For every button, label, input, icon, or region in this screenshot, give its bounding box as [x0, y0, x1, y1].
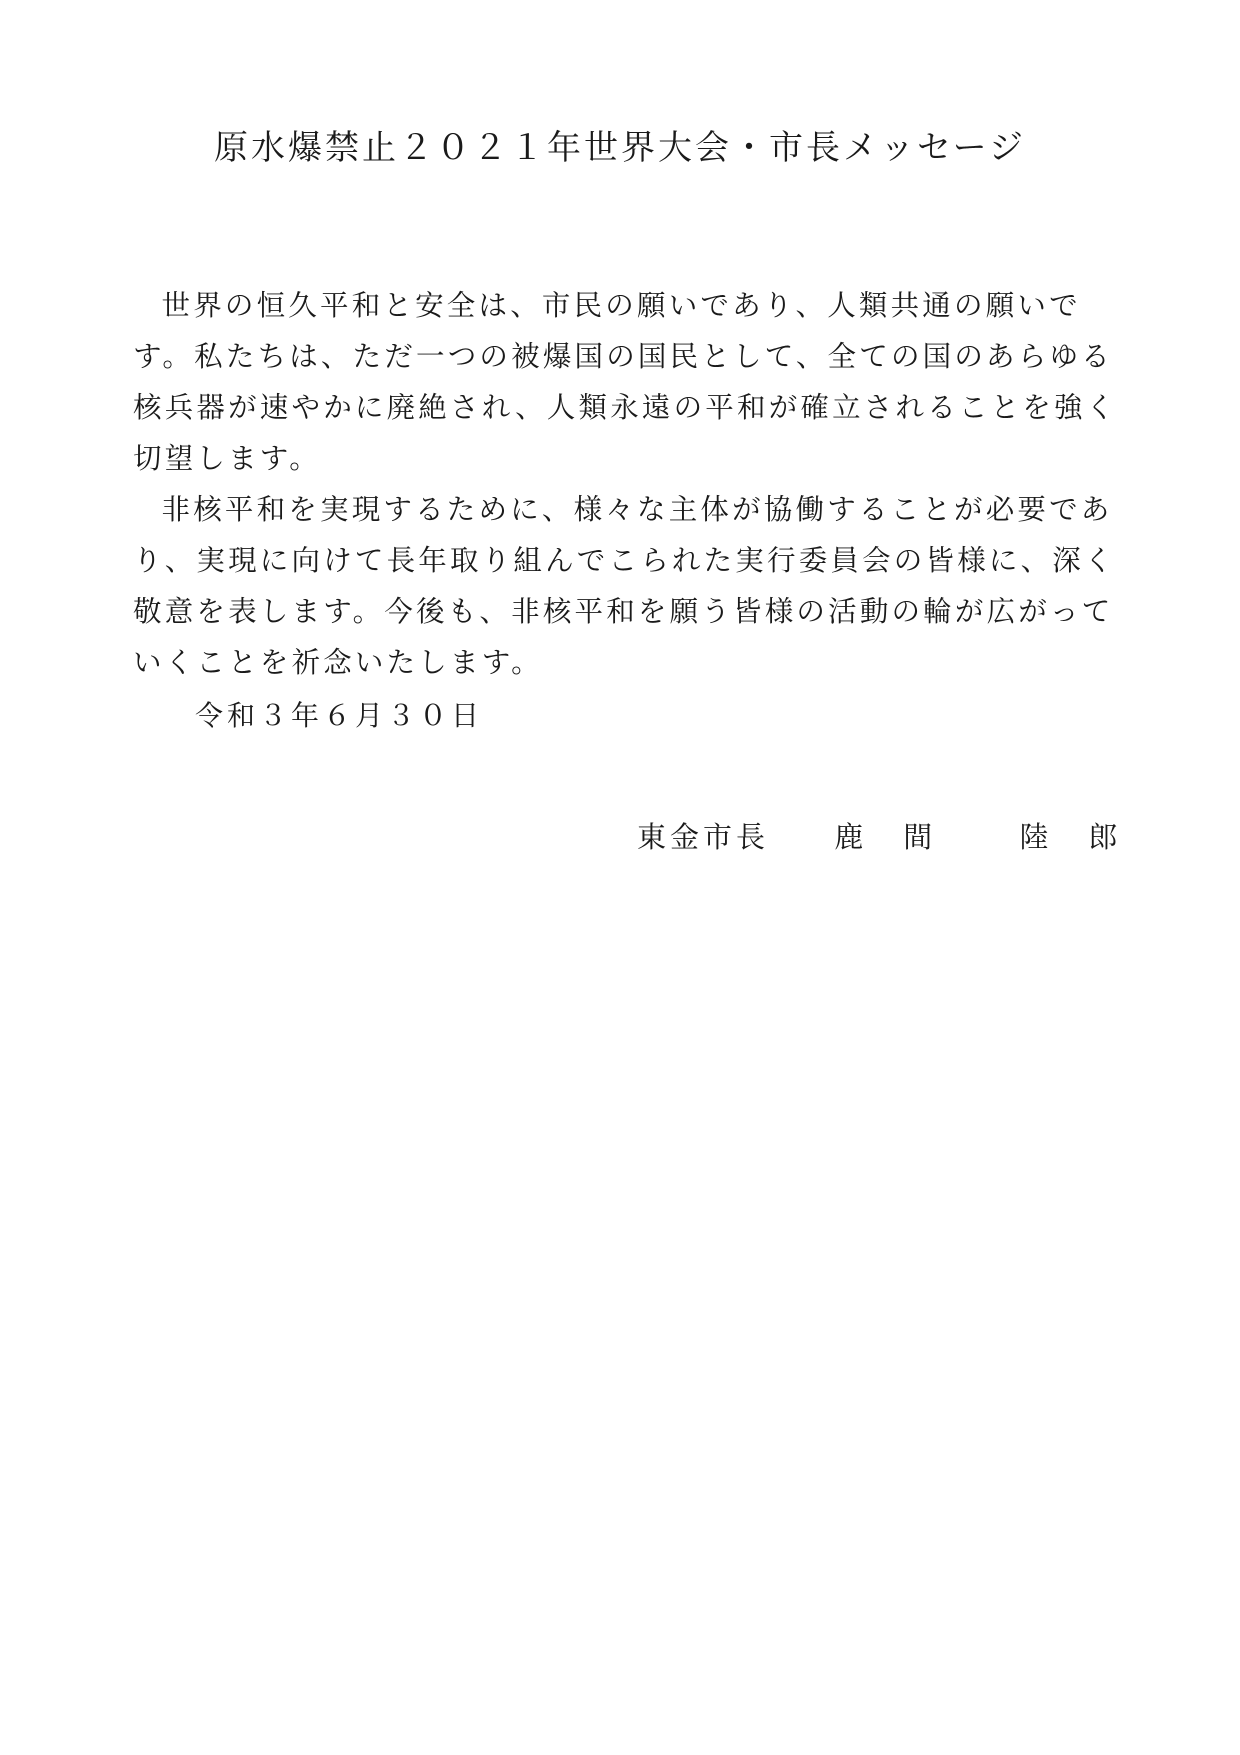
signer-family-name: 鹿間 [834, 820, 973, 854]
document-date: 令和３年６月３０日 [195, 699, 484, 732]
message-body [133, 280, 1123, 688]
signer-title: 東金市長 [637, 820, 770, 854]
document-title: 原水爆禁止２０２１年世界大会・市長メッセージ [214, 128, 1026, 168]
signature-block [637, 815, 1157, 856]
signer-given-name: 陸郎 [1019, 820, 1158, 854]
paragraph-1: 世界の恒久平和と安全は、市民の願いであり、人類共通の願いです。私たちは、ただ一つの被爆国の国民として、全ての国のあらゆる核兵器が速やかに廃絶され、人類永遠の平和が確立されることを強く切望します。 [133, 289, 1118, 475]
signer-name [834, 815, 1157, 856]
paragraph-2: 非核平和を実現するために、様々な主体が協働することが必要であり、実現に向けて長年取り組んでこられた実行委員会の皆様に、深く敬意を表します。今後も、非核平和を願う皆様の活動の輪が広がっていくことを祈念いたします。 [133, 493, 1116, 679]
